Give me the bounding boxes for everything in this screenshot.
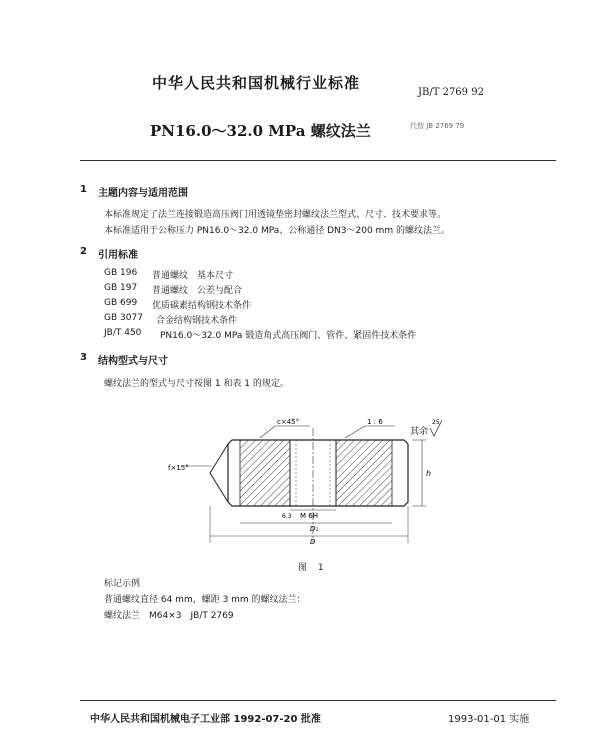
section-hatch-right: [336, 440, 392, 506]
example-description: 普通螺纹直径 64 mm，螺距 3 mm 的螺纹法兰：: [104, 595, 306, 605]
taper-label: 1 : 6: [367, 418, 383, 426]
footer-divider: [80, 700, 556, 701]
document-title: PN16.0～32.0 MPa 螺纹法兰: [150, 122, 371, 140]
h-label: h: [426, 469, 432, 478]
figure-caption: 图 1: [298, 563, 328, 573]
section-3-number: 3: [80, 352, 87, 363]
ref-title: 优质碳素结构钢技术条件: [152, 301, 252, 311]
ref-code: GB 196: [104, 268, 138, 278]
taper-leader: [345, 426, 365, 438]
chamfer-f-label: f×15°: [168, 464, 189, 472]
flange-taper-left: [210, 444, 228, 502]
section-3-para: 螺纹法兰的型式与尺寸按图 1 和表 1 的规定。: [104, 379, 289, 389]
section-3-heading: 结构型式与尺寸: [98, 356, 168, 367]
replaces-note: 代替 JB 2769 79: [410, 122, 465, 130]
example-heading: 标记示例: [104, 579, 141, 589]
standard-number: JB/T 2769 92: [418, 87, 484, 98]
header-divider: [80, 160, 556, 161]
section-hatch-left: [240, 440, 290, 506]
ref-code: GB 3077: [104, 313, 143, 323]
ref-title: PN16.0～32.0 MPa 锻造角式高压阀门、管件、紧固件技术条件: [160, 331, 417, 341]
section-2-heading: 引用标准: [98, 250, 138, 261]
ref-title: 合金结构钢技术条件: [156, 316, 238, 326]
ref-code: GB 699: [104, 298, 138, 308]
thread-label: M 6H: [300, 512, 318, 520]
small-dim-label: 6.3: [282, 513, 292, 520]
flange-drawing: [150, 418, 460, 548]
section-1-para-1: 本标准规定了法兰连接锻造高压阀门用透镜垫密封螺纹法兰型式、尺寸、技术要求等。: [104, 210, 447, 220]
effective-date: 1993-01-01 实施: [448, 714, 530, 725]
section-1-para-2: 本标准适用于公称压力 PN16.0～32.0 MPa、公称通径 DN3～200 mm 的螺纹法兰。: [104, 226, 450, 236]
d1-label: D₁: [310, 525, 319, 533]
section-1-number: 1: [80, 184, 87, 195]
chamfer-c-leader: [260, 426, 275, 438]
ref-code: GB 197: [104, 283, 138, 293]
ref-code: JB/T 450: [104, 328, 142, 338]
d-label: D: [310, 538, 316, 546]
chamfer-c-label: c×45°: [277, 418, 300, 426]
issuing-organization: 中华人民共和国机械行业标准: [152, 74, 361, 92]
ref-title: 普通螺纹 公差与配合: [152, 286, 243, 296]
ref-title: 普通螺纹 基本尺寸: [152, 271, 234, 281]
example-mark: 螺纹法兰 M64×3 JB/T 2769: [104, 611, 234, 621]
section-1-heading: 主题内容与适用范围: [98, 188, 188, 199]
roughness-rest-label: 其余: [410, 427, 429, 437]
approval-line: 中华人民共和国机械电子工业部 1992-07-20 批准: [90, 714, 321, 725]
roughness-value: 25: [432, 419, 440, 426]
section-2-number: 2: [80, 246, 87, 257]
